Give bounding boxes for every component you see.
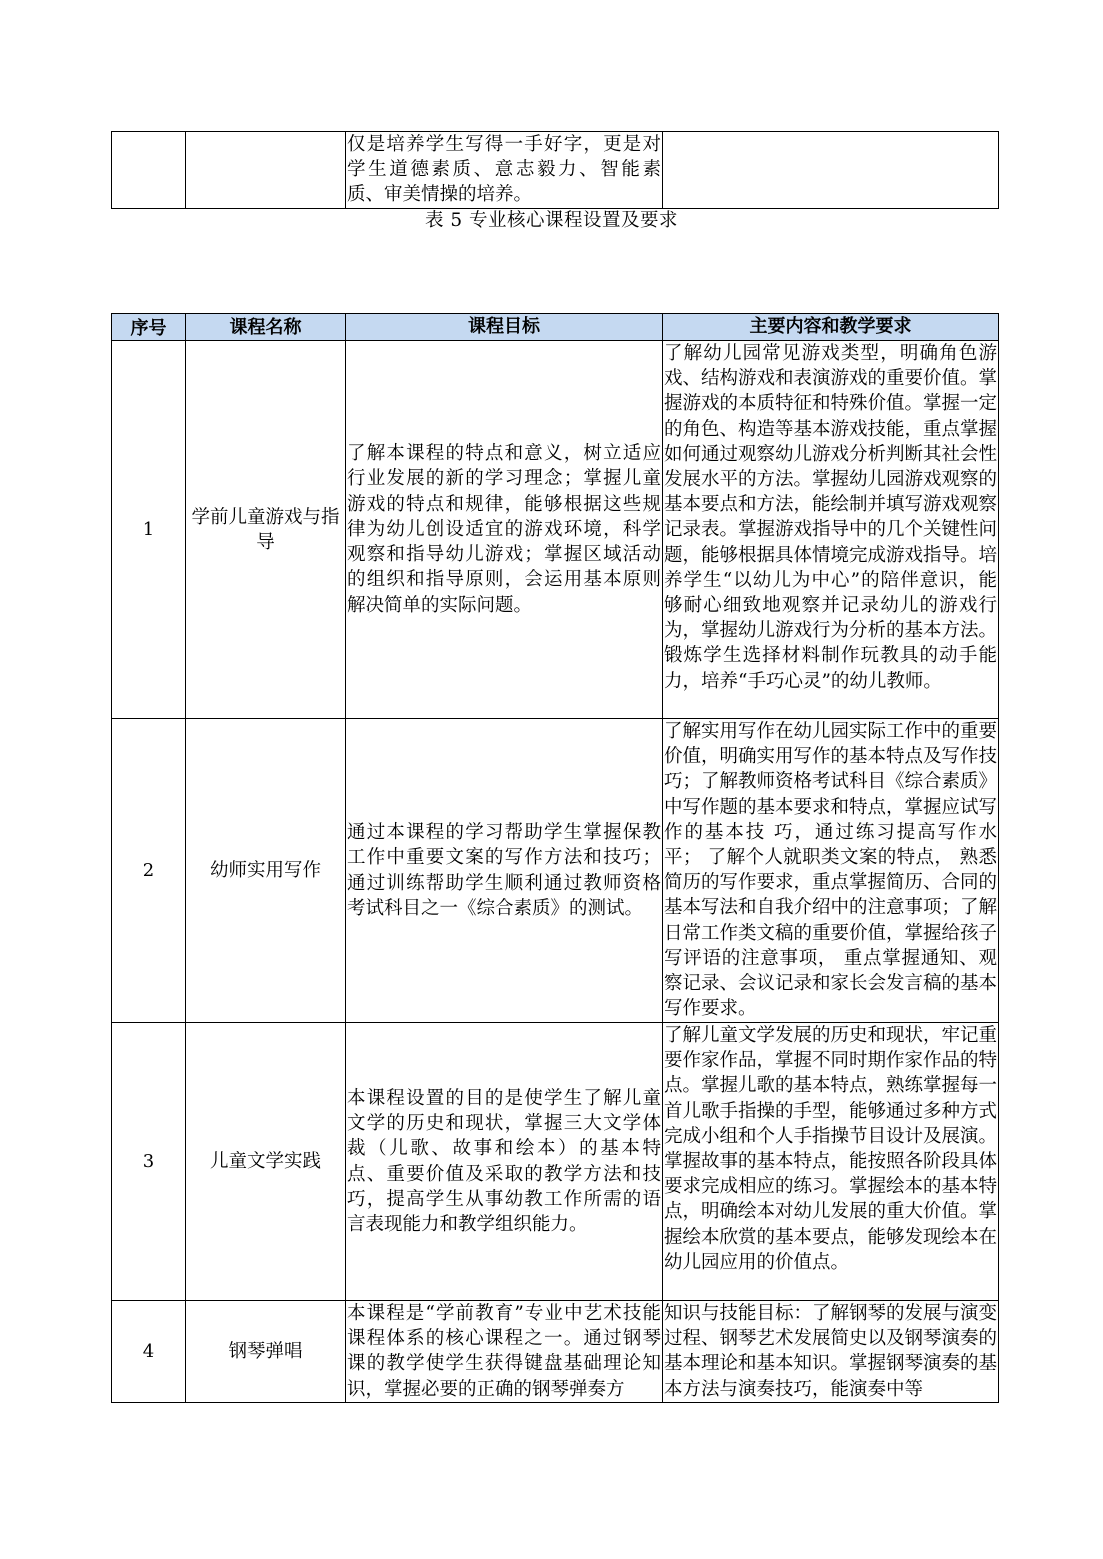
row-no: 3: [112, 1023, 186, 1301]
header-name: 课程名称: [186, 314, 346, 341]
row-requirements: 了解幼儿园常见游戏类型，明确角色游戏、结构游戏和表演游戏的重要价值。掌握游戏的本质特征和特殊价值。掌握一定的角色、构造等基本游戏技能，重点掌握如何通过观察幼儿游戏分析判断其社会性发展水平的方法。掌握幼儿园游戏观察的基本要点和方法，能绘制并填写游戏观察记录表。掌握游戏指导中的几个关键性问题，能够根据具体情境完成游戏指导。培养学生“以幼儿为中心”的陪伴意识，能够耐心细致地观察并记录幼儿的游戏行为，掌握幼儿游戏行为分析的基本方法。锻炼学生选择材料制作玩教具的动手能力，培养“手巧心灵”的幼儿教师。: [663, 341, 999, 719]
row-goal: 通过本课程的学习帮助学生掌握保教工作中重要文案的写作方法和技巧；通过训练帮助学生顺利通过教师资格考试科目之一《综合素质》的测试。: [346, 719, 663, 1023]
row-requirements: 了解实用写作在幼儿园实际工作中的重要价值，明确实用写作的基本特点及写作技巧；了解教师资格考试科目《综合素质》中写作题的基本要求和特点，掌握应试写作的基本技 巧，通过练习提高写作水平； 了解个人就职类文案的特点， 熟悉简历的写作要求，重点掌握简历、合同的基本写法和自我介绍中的注意事项；了解日常工作类文稿的重要价值，掌握给孩子写评语的注意事项， 重点掌握通知、观察记录、会议记录和家长会发言稿的基本写作要求。: [663, 719, 999, 1023]
no-cell: [112, 132, 186, 209]
name-cell: [186, 132, 346, 209]
table-row: [112, 719, 999, 1023]
table-caption: 表 5 专业核心课程设置及要求: [424, 210, 679, 231]
row-course-name: 学前儿童游戏与指导: [186, 341, 346, 719]
req-cell: [663, 132, 999, 209]
row-no: 4: [112, 1301, 186, 1403]
table-header-row: [112, 314, 999, 341]
row-course-name: 幼师实用写作: [186, 719, 346, 1023]
table-row: [112, 1023, 999, 1301]
header-no: 序号: [112, 314, 186, 341]
row-course-name: 钢琴弹唱: [186, 1301, 346, 1403]
row-requirements: 了解儿童文学发展的历史和现状，牢记重要作家作品，掌握不同时期作家作品的特点。掌握儿歌的基本特点，熟练掌握每一首儿歌手指操的手型，能够通过多种方式完成小组和个人手指操节目设计及展演。掌握故事的基本特点，能按照各阶段具体要求完成相应的练习。掌握绘本的基本特点，明确绘本对幼儿发展的重大价值。掌握绘本欣赏的基本要点，能够发现绘本在幼儿园应用的价值点。: [663, 1023, 999, 1301]
row-no: 2: [112, 719, 186, 1023]
row-requirements: 知识与技能目标：了解钢琴的发展与演变过程、钢琴艺术发展简史以及钢琴演奏的基本理论和基本知识。掌握钢琴演奏的基本方法与演奏技巧，能演奏中等: [663, 1301, 999, 1403]
row-goal: 本课程是“学前教育”专业中艺术技能课程体系的核心课程之一。通过钢琴课的教学使学生获得键盘基础理论知识，掌握必要的正确的钢琴弹奏方: [346, 1301, 663, 1403]
table-row: [112, 1301, 999, 1403]
header-req: 主要内容和教学要求: [663, 314, 999, 341]
header-goal: 课程目标: [346, 314, 663, 341]
continuation-table: [111, 131, 999, 209]
goal-cell: 仅是培养学生写得一手好字，更是对学生道德素质、意志毅力、智能素质、审美情操的培养。: [346, 132, 663, 209]
row-course-name: 儿童文学实践: [186, 1023, 346, 1301]
row-no: 1: [112, 341, 186, 719]
row-goal: 本课程设置的目的是使学生了解儿童文学的历史和现状，掌握三大文学体裁（儿歌、故事和绘本）的基本特点、重要价值及采取的教学方法和技巧，提高学生从事幼教工作所需的语言表现能力和教学组织能力。: [346, 1023, 663, 1301]
table-row: [112, 341, 999, 719]
row-goal: 了解本课程的特点和意义，树立适应行业发展的新的学习理念；掌握儿童游戏的特点和规律，能够根据这些规律为幼儿创设适宜的游戏环境，科学观察和指导幼儿游戏；掌握区域活动的组织和指导原则，会运用基本原则解决简单的实际问题。: [346, 341, 663, 719]
table-row: [112, 132, 999, 209]
core-course-table: [111, 313, 999, 1403]
